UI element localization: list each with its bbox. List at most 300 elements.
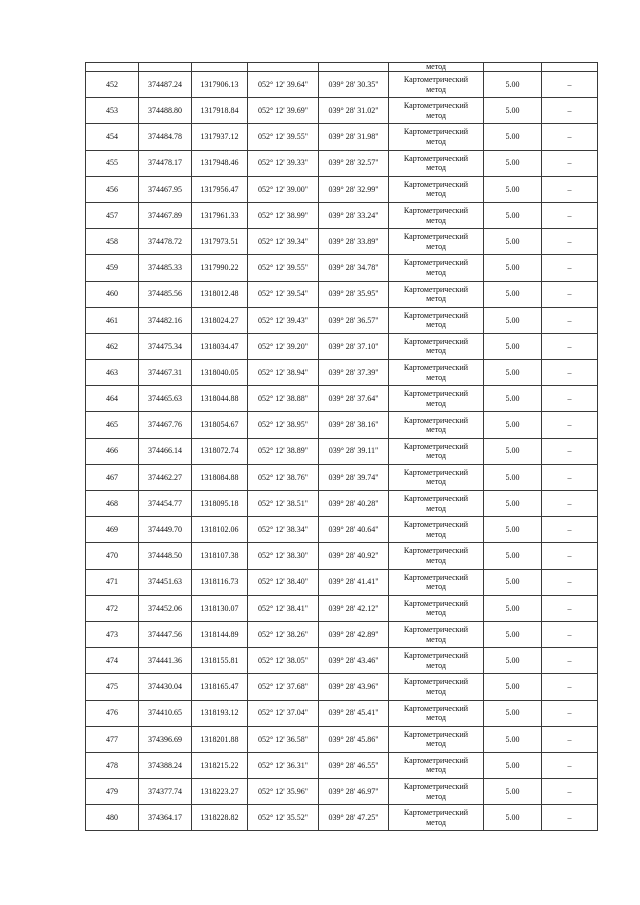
cell-accuracy: 5.00: [484, 674, 542, 700]
table-row: [86, 569, 598, 595]
method-line-2: метод: [426, 398, 446, 408]
method-line-1: Картометрический: [403, 441, 469, 451]
cell-y-coordinate: 1317948.46: [192, 150, 248, 176]
method-line-1: Картометрический: [403, 363, 469, 373]
cell-note: –: [542, 124, 598, 150]
method-line-1: Картометрический: [403, 808, 469, 818]
cell-point-number: 460: [86, 281, 139, 307]
method-line-2: метод: [426, 686, 446, 696]
cell-x-coordinate: 374454.77: [139, 491, 192, 517]
table-row: [86, 255, 598, 281]
cell-accuracy: 5.00: [484, 543, 542, 569]
cell-y-coordinate: 1318165.47: [192, 674, 248, 700]
cell-point-number: 475: [86, 674, 139, 700]
cell-method: [389, 648, 484, 674]
table-row: [86, 595, 598, 621]
cell-note: –: [542, 229, 598, 255]
cell-note: –: [542, 805, 598, 831]
cell-latitude: 052° 12' 38.51": [248, 491, 319, 517]
cell-note: –: [542, 98, 598, 124]
table-row: [86, 72, 598, 98]
cell-accuracy: 5.00: [484, 202, 542, 228]
cell-point-number: 452: [86, 72, 139, 98]
table-row: [86, 202, 598, 228]
cell-method: [389, 98, 484, 124]
cell-y-coordinate: 1318095.18: [192, 491, 248, 517]
cell-empty: [248, 63, 319, 72]
cell-longitude: 039° 28' 33.89": [319, 229, 389, 255]
cell-latitude: 052° 12' 39.55": [248, 124, 319, 150]
cell-note: –: [542, 360, 598, 386]
table-row: [86, 307, 598, 333]
method-line-2: метод: [426, 372, 446, 382]
table-row: [86, 412, 598, 438]
table-row: [86, 124, 598, 150]
cell-y-coordinate: 1317990.22: [192, 255, 248, 281]
method-line-1: Картометрический: [403, 232, 469, 242]
cell-y-coordinate: 1318034.47: [192, 333, 248, 359]
continued-row: [86, 63, 598, 72]
coordinates-table: [85, 62, 598, 831]
cell-accuracy: 5.00: [484, 124, 542, 150]
cell-accuracy: 5.00: [484, 648, 542, 674]
cell-point-number: 453: [86, 98, 139, 124]
cell-point-number: 467: [86, 464, 139, 490]
cell-latitude: 052° 12' 38.26": [248, 621, 319, 647]
cell-x-coordinate: 374462.27: [139, 464, 192, 490]
method-line-1: Картометрический: [403, 703, 469, 713]
cell-point-number: 474: [86, 648, 139, 674]
cell-accuracy: 5.00: [484, 569, 542, 595]
method-line-1: Картометрический: [403, 467, 469, 477]
cell-note: –: [542, 700, 598, 726]
method-line-2: метод: [426, 477, 446, 487]
cell-x-coordinate: 374410.65: [139, 700, 192, 726]
cell-empty: [484, 63, 542, 72]
cell-accuracy: 5.00: [484, 438, 542, 464]
cell-longitude: 039° 28' 46.97": [319, 779, 389, 805]
table-row: [86, 150, 598, 176]
cell-x-coordinate: 374364.17: [139, 805, 192, 831]
cell-y-coordinate: 1318130.07: [192, 595, 248, 621]
cell-y-coordinate: 1317918.84: [192, 98, 248, 124]
table-row: [86, 726, 598, 752]
method-line-2: метод: [426, 582, 446, 592]
cell-x-coordinate: 374441.36: [139, 648, 192, 674]
cell-method: [389, 124, 484, 150]
cell-point-number: 462: [86, 333, 139, 359]
method-line-2: метод: [426, 241, 446, 251]
method-line-2: метод: [426, 425, 446, 435]
table-row: [86, 648, 598, 674]
cell-accuracy: 5.00: [484, 752, 542, 778]
cell-point-number: 471: [86, 569, 139, 595]
cell-point-number: 480: [86, 805, 139, 831]
method-line-2: метод: [426, 294, 446, 304]
method-line-1: Картометрический: [403, 310, 469, 320]
table-row: [86, 333, 598, 359]
cell-x-coordinate: 374447.56: [139, 621, 192, 647]
cell-y-coordinate: 1318012.48: [192, 281, 248, 307]
cell-y-coordinate: 1318072.74: [192, 438, 248, 464]
method-continued-text: метод: [426, 62, 446, 71]
table-row: [86, 360, 598, 386]
table-row: [86, 674, 598, 700]
method-line-1: Картометрический: [403, 101, 469, 111]
table-row: [86, 98, 598, 124]
cell-latitude: 052° 12' 38.76": [248, 464, 319, 490]
cell-y-coordinate: 1318054.67: [192, 412, 248, 438]
method-line-2: метод: [426, 110, 446, 120]
cell-note: –: [542, 491, 598, 517]
cell-latitude: 052° 12' 39.69": [248, 98, 319, 124]
cell-accuracy: 5.00: [484, 150, 542, 176]
cell-x-coordinate: 374488.80: [139, 98, 192, 124]
cell-accuracy: 5.00: [484, 595, 542, 621]
cell-empty: [86, 63, 139, 72]
cell-note: –: [542, 333, 598, 359]
cell-latitude: 052° 12' 36.31": [248, 752, 319, 778]
cell-method: [389, 752, 484, 778]
cell-latitude: 052° 12' 38.05": [248, 648, 319, 674]
cell-accuracy: 5.00: [484, 386, 542, 412]
cell-method: [389, 281, 484, 307]
cell-accuracy: 5.00: [484, 621, 542, 647]
cell-latitude: 052° 12' 35.52": [248, 805, 319, 831]
cell-y-coordinate: 1318024.27: [192, 307, 248, 333]
cell-point-number: 455: [86, 150, 139, 176]
method-line-1: Картометрический: [403, 782, 469, 792]
cell-accuracy: 5.00: [484, 98, 542, 124]
cell-x-coordinate: 374452.06: [139, 595, 192, 621]
cell-y-coordinate: 1317956.47: [192, 176, 248, 202]
cell-longitude: 039° 28' 45.86": [319, 726, 389, 752]
cell-method-continued: [389, 63, 484, 72]
cell-y-coordinate: 1317973.51: [192, 229, 248, 255]
cell-note: –: [542, 517, 598, 543]
method-line-1: Картометрический: [403, 572, 469, 582]
cell-point-number: 458: [86, 229, 139, 255]
cell-point-number: 479: [86, 779, 139, 805]
method-line-2: метод: [426, 503, 446, 513]
cell-x-coordinate: 374467.76: [139, 412, 192, 438]
cell-method: [389, 412, 484, 438]
table-row: [86, 438, 598, 464]
cell-point-number: 478: [86, 752, 139, 778]
cell-accuracy: 5.00: [484, 281, 542, 307]
table-row: [86, 752, 598, 778]
cell-method: [389, 176, 484, 202]
cell-x-coordinate: 374466.14: [139, 438, 192, 464]
method-line-1: Картометрический: [403, 179, 469, 189]
method-line-1: Картометрический: [403, 729, 469, 739]
table-row: [86, 805, 598, 831]
cell-accuracy: 5.00: [484, 779, 542, 805]
method-line-2: метод: [426, 346, 446, 356]
cell-latitude: 052° 12' 39.55": [248, 255, 319, 281]
method-line-2: метод: [426, 791, 446, 801]
cell-x-coordinate: 374396.69: [139, 726, 192, 752]
cell-note: –: [542, 202, 598, 228]
cell-accuracy: 5.00: [484, 491, 542, 517]
cell-x-coordinate: 374467.95: [139, 176, 192, 202]
cell-longitude: 039° 28' 31.98": [319, 124, 389, 150]
cell-latitude: 052° 12' 38.89": [248, 438, 319, 464]
table-row: [86, 779, 598, 805]
cell-x-coordinate: 374487.24: [139, 72, 192, 98]
cell-note: –: [542, 621, 598, 647]
cell-longitude: 039° 28' 43.96": [319, 674, 389, 700]
cell-empty: [192, 63, 248, 72]
cell-method: [389, 255, 484, 281]
method-line-1: Картометрический: [403, 755, 469, 765]
cell-point-number: 459: [86, 255, 139, 281]
cell-accuracy: 5.00: [484, 176, 542, 202]
method-line-2: метод: [426, 136, 446, 146]
cell-method: [389, 333, 484, 359]
cell-empty: [139, 63, 192, 72]
cell-method: [389, 569, 484, 595]
cell-accuracy: 5.00: [484, 517, 542, 543]
cell-y-coordinate: 1318228.82: [192, 805, 248, 831]
cell-method: [389, 386, 484, 412]
method-line-2: метод: [426, 320, 446, 330]
cell-y-coordinate: 1318193.12: [192, 700, 248, 726]
cell-point-number: 470: [86, 543, 139, 569]
method-line-1: Картометрический: [403, 546, 469, 556]
cell-longitude: 039° 28' 37.10": [319, 333, 389, 359]
cell-y-coordinate: 1318102.06: [192, 517, 248, 543]
cell-latitude: 052° 12' 35.96": [248, 779, 319, 805]
method-line-1: Картометрический: [403, 494, 469, 504]
cell-x-coordinate: 374475.34: [139, 333, 192, 359]
cell-latitude: 052° 12' 38.30": [248, 543, 319, 569]
table-row: [86, 543, 598, 569]
cell-note: –: [542, 438, 598, 464]
cell-y-coordinate: 1318223.27: [192, 779, 248, 805]
method-line-1: Картометрический: [403, 625, 469, 635]
method-line-2: метод: [426, 555, 446, 565]
cell-note: –: [542, 674, 598, 700]
method-line-1: Картометрический: [403, 651, 469, 661]
cell-accuracy: 5.00: [484, 333, 542, 359]
cell-method: [389, 621, 484, 647]
method-line-1: Картометрический: [403, 258, 469, 268]
cell-accuracy: 5.00: [484, 255, 542, 281]
cell-y-coordinate: 1318107.38: [192, 543, 248, 569]
cell-latitude: 052° 12' 38.40": [248, 569, 319, 595]
cell-method: [389, 307, 484, 333]
method-line-2: метод: [426, 713, 446, 723]
table-row: [86, 700, 598, 726]
cell-method: [389, 360, 484, 386]
cell-longitude: 039° 28' 39.11": [319, 438, 389, 464]
cell-y-coordinate: 1317937.12: [192, 124, 248, 150]
cell-method: [389, 674, 484, 700]
cell-empty: [542, 63, 598, 72]
cell-point-number: 454: [86, 124, 139, 150]
cell-y-coordinate: 1318155.81: [192, 648, 248, 674]
cell-point-number: 468: [86, 491, 139, 517]
cell-method: [389, 229, 484, 255]
cell-longitude: 039° 28' 40.28": [319, 491, 389, 517]
cell-accuracy: 5.00: [484, 464, 542, 490]
cell-x-coordinate: 374430.04: [139, 674, 192, 700]
method-line-1: Картометрический: [403, 284, 469, 294]
method-line-1: Картометрический: [403, 75, 469, 85]
cell-longitude: 039° 28' 32.57": [319, 150, 389, 176]
cell-x-coordinate: 374451.63: [139, 569, 192, 595]
cell-accuracy: 5.00: [484, 229, 542, 255]
cell-method: [389, 491, 484, 517]
cell-empty: [319, 63, 389, 72]
cell-note: –: [542, 726, 598, 752]
cell-longitude: 039° 28' 31.02": [319, 98, 389, 124]
cell-x-coordinate: 374478.17: [139, 150, 192, 176]
cell-longitude: 039° 28' 37.39": [319, 360, 389, 386]
cell-method: [389, 202, 484, 228]
cell-latitude: 052° 12' 39.43": [248, 307, 319, 333]
cell-latitude: 052° 12' 38.41": [248, 595, 319, 621]
cell-latitude: 052° 12' 38.88": [248, 386, 319, 412]
cell-longitude: 039° 28' 40.92": [319, 543, 389, 569]
method-line-2: метод: [426, 529, 446, 539]
cell-latitude: 052° 12' 39.00": [248, 176, 319, 202]
table-row: [86, 176, 598, 202]
cell-y-coordinate: 1318084.88: [192, 464, 248, 490]
cell-point-number: 469: [86, 517, 139, 543]
cell-y-coordinate: 1318144.89: [192, 621, 248, 647]
cell-longitude: 039° 28' 45.41": [319, 700, 389, 726]
cell-method: [389, 464, 484, 490]
method-line-1: Картометрический: [403, 127, 469, 137]
cell-note: –: [542, 569, 598, 595]
cell-latitude: 052° 12' 39.33": [248, 150, 319, 176]
cell-point-number: 473: [86, 621, 139, 647]
cell-x-coordinate: 374467.31: [139, 360, 192, 386]
cell-latitude: 052° 12' 37.68": [248, 674, 319, 700]
cell-y-coordinate: 1317961.33: [192, 202, 248, 228]
cell-latitude: 052° 12' 39.34": [248, 229, 319, 255]
method-line-2: метод: [426, 163, 446, 173]
cell-note: –: [542, 72, 598, 98]
method-line-2: метод: [426, 817, 446, 827]
method-line-2: метод: [426, 634, 446, 644]
cell-longitude: 039° 28' 39.74": [319, 464, 389, 490]
table-row: [86, 517, 598, 543]
cell-latitude: 052° 12' 38.99": [248, 202, 319, 228]
cell-method: [389, 543, 484, 569]
cell-method: [389, 779, 484, 805]
cell-point-number: 465: [86, 412, 139, 438]
cell-point-number: 477: [86, 726, 139, 752]
cell-x-coordinate: 374482.16: [139, 307, 192, 333]
cell-longitude: 039° 28' 40.64": [319, 517, 389, 543]
cell-y-coordinate: 1318201.88: [192, 726, 248, 752]
cell-method: [389, 700, 484, 726]
cell-latitude: 052° 12' 39.54": [248, 281, 319, 307]
method-line-2: метод: [426, 189, 446, 199]
cell-point-number: 463: [86, 360, 139, 386]
table-row: [86, 386, 598, 412]
table-row: [86, 491, 598, 517]
cell-note: –: [542, 595, 598, 621]
cell-latitude: 052° 12' 36.58": [248, 726, 319, 752]
method-line-1: Картометрический: [403, 598, 469, 608]
cell-x-coordinate: 374478.72: [139, 229, 192, 255]
cell-accuracy: 5.00: [484, 726, 542, 752]
table-body: [86, 63, 598, 831]
cell-longitude: 039° 28' 43.46": [319, 648, 389, 674]
cell-longitude: 039° 28' 34.78": [319, 255, 389, 281]
cell-latitude: 052° 12' 38.94": [248, 360, 319, 386]
cell-x-coordinate: 374377.74: [139, 779, 192, 805]
cell-note: –: [542, 752, 598, 778]
cell-x-coordinate: 374465.63: [139, 386, 192, 412]
cell-accuracy: 5.00: [484, 360, 542, 386]
cell-note: –: [542, 386, 598, 412]
cell-point-number: 476: [86, 700, 139, 726]
method-line-1: Картометрический: [403, 677, 469, 687]
cell-x-coordinate: 374467.89: [139, 202, 192, 228]
cell-latitude: 052° 12' 39.20": [248, 333, 319, 359]
cell-note: –: [542, 779, 598, 805]
method-line-2: метод: [426, 660, 446, 670]
cell-method: [389, 517, 484, 543]
cell-x-coordinate: 374448.50: [139, 543, 192, 569]
table-row: [86, 464, 598, 490]
method-line-2: метод: [426, 608, 446, 618]
cell-note: –: [542, 307, 598, 333]
method-line-1: Картометрический: [403, 336, 469, 346]
cell-point-number: 466: [86, 438, 139, 464]
cell-latitude: 052° 12' 39.64": [248, 72, 319, 98]
cell-accuracy: 5.00: [484, 307, 542, 333]
cell-point-number: 464: [86, 386, 139, 412]
cell-y-coordinate: 1318215.22: [192, 752, 248, 778]
method-line-1: Картометрический: [403, 415, 469, 425]
method-line-2: метод: [426, 267, 446, 277]
method-line-2: метод: [426, 84, 446, 94]
method-line-1: Картометрический: [403, 153, 469, 163]
cell-latitude: 052° 12' 37.04": [248, 700, 319, 726]
table-row: [86, 229, 598, 255]
method-line-2: метод: [426, 215, 446, 225]
cell-latitude: 052° 12' 38.34": [248, 517, 319, 543]
cell-longitude: 039° 28' 33.24": [319, 202, 389, 228]
cell-y-coordinate: 1317906.13: [192, 72, 248, 98]
method-line-2: метод: [426, 451, 446, 461]
cell-y-coordinate: 1318116.73: [192, 569, 248, 595]
cell-method: [389, 805, 484, 831]
cell-x-coordinate: 374485.33: [139, 255, 192, 281]
cell-note: –: [542, 464, 598, 490]
cell-method: [389, 595, 484, 621]
cell-y-coordinate: 1318044.88: [192, 386, 248, 412]
cell-note: –: [542, 648, 598, 674]
cell-method: [389, 72, 484, 98]
cell-accuracy: 5.00: [484, 805, 542, 831]
cell-x-coordinate: 374388.24: [139, 752, 192, 778]
cell-note: –: [542, 412, 598, 438]
cell-longitude: 039° 28' 38.16": [319, 412, 389, 438]
cell-longitude: 039° 28' 41.41": [319, 569, 389, 595]
table-row: [86, 621, 598, 647]
cell-longitude: 039° 28' 36.57": [319, 307, 389, 333]
cell-latitude: 052° 12' 38.95": [248, 412, 319, 438]
cell-x-coordinate: 374484.78: [139, 124, 192, 150]
cell-accuracy: 5.00: [484, 412, 542, 438]
